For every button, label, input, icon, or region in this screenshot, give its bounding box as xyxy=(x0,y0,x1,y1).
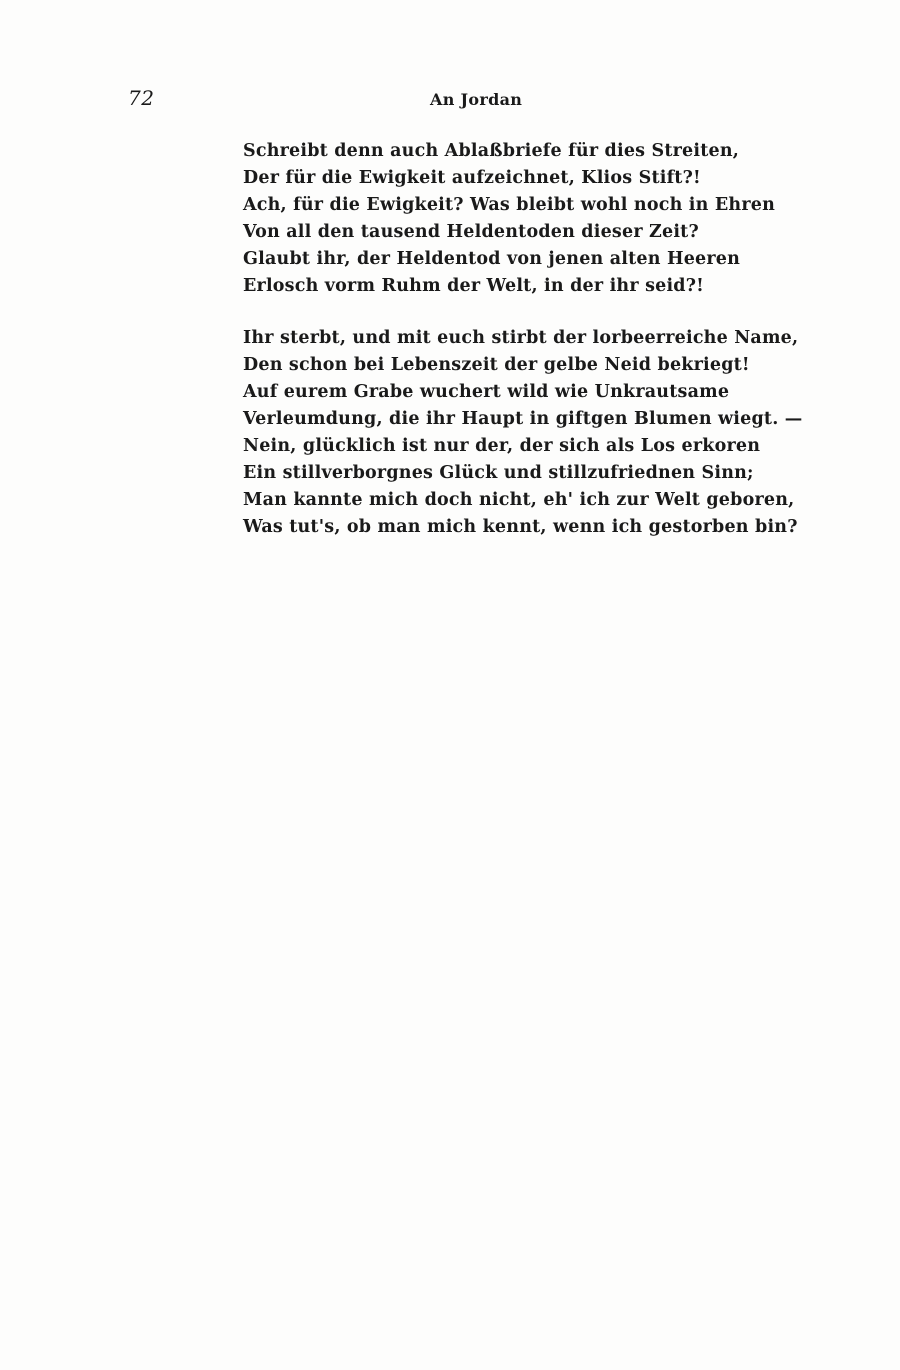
verse-line: Ihr sterbt, und mit euch stirbt der lorbeerreiche Name, xyxy=(243,328,799,348)
verse-line: Der für die Ewigkeit aufzeichnet, Klios Stift?! xyxy=(243,168,701,188)
stanza xyxy=(243,325,803,541)
verse-line: Ach, für die Ewigkeit? Was bleibt wohl noch in Ehren xyxy=(243,195,776,215)
page-number: 72 xyxy=(128,86,155,110)
verse-line: Erlosch vorm Ruhm der Welt, in der ihr seid?! xyxy=(243,276,705,296)
verse-line: Man kannte mich doch nicht, eh' ich zur Welt geboren, xyxy=(243,490,795,510)
verse-line: Von all den tausend Heldentoden dieser Zeit? xyxy=(243,222,699,242)
poem xyxy=(243,138,803,566)
running-head: An Jordan xyxy=(430,90,523,109)
verse-line: Verleumdung, die ihr Haupt in giftgen Blumen wiegt. — xyxy=(243,409,803,429)
verse-line: Was tut's, ob man mich kennt, wenn ich gestorben bin? xyxy=(243,517,798,537)
verse-line: Ein stillverborgnes Glück und stillzufriednen Sinn; xyxy=(243,463,754,483)
verse-line: Schreibt denn auch Ablaßbriefe für dies Streiten, xyxy=(243,141,740,161)
stanza xyxy=(243,138,803,300)
verse-line: Glaubt ihr, der Heldentod von jenen alten Heeren xyxy=(243,249,741,269)
verse-line: Auf eurem Grabe wuchert wild wie Unkrautsame xyxy=(243,382,730,402)
verse-line: Nein, glücklich ist nur der, der sich als Los erkoren xyxy=(243,436,761,456)
verse-line: Den schon bei Lebenszeit der gelbe Neid bekriegt! xyxy=(243,355,750,375)
